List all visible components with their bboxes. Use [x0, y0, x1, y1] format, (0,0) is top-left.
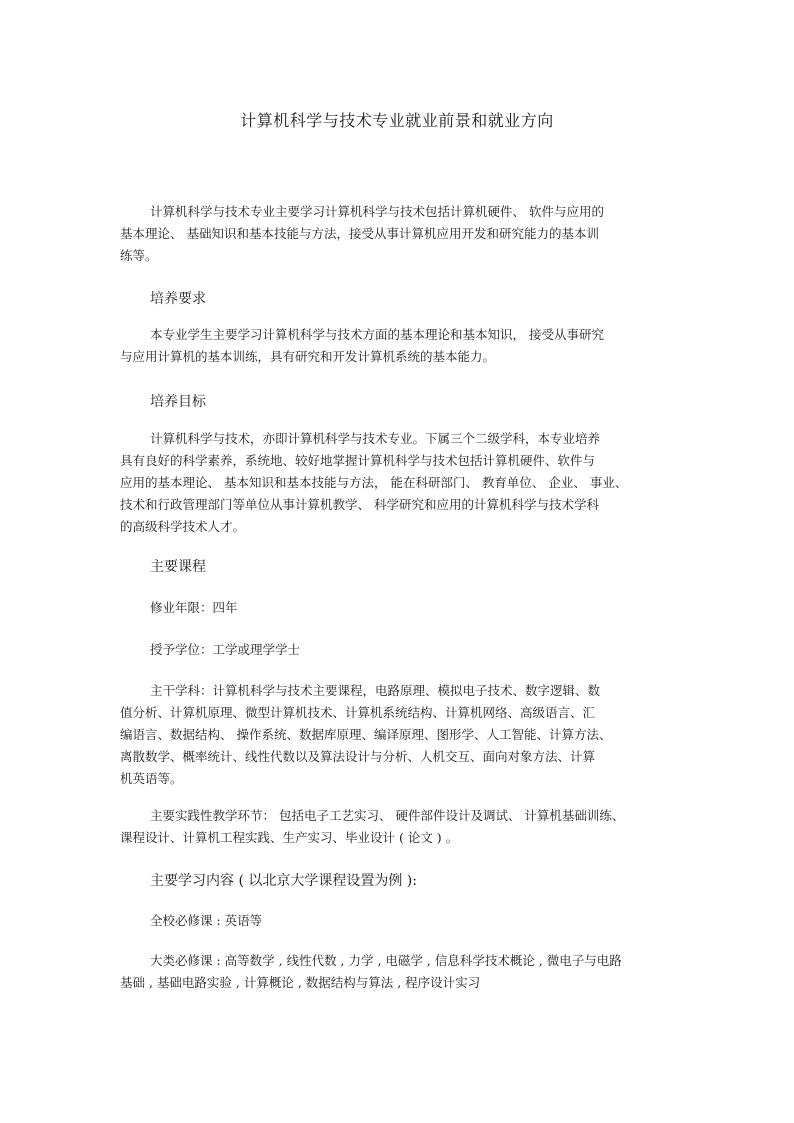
paragraph-line: 离散数学、概率统计、线性代数以及算法设计与分析、人机交互、面向对象方法、计算: [120, 749, 596, 764]
paragraph-line: 主干学科：计算机科学与技术主要课程，电路原理、模拟电子技术、数字逻辑、数: [150, 683, 601, 698]
paragraph-line: 课程设计、计算机工程实践、生产实习、毕业设计 ( 论文 ) 。: [120, 830, 459, 845]
category-required-courses-paragraph: [120, 950, 676, 994]
section-heading-main-courses: 主要课程: [150, 559, 206, 575]
paragraph-line: 具有良好的科学素养，系统地、较好地掌握计算机科学与技术包括计算机硬件、软件与: [120, 453, 596, 468]
duration-text: 修业年限：四年: [150, 600, 238, 615]
paragraph-line: 编语言、数据结构、 操作系统、数据库原理、编译原理、图形学、人工智能、计算方法、: [120, 727, 612, 742]
paragraph-line: 与应用计算机的基本训练，具有研究和开发计算机系统的基本能力。: [120, 349, 496, 364]
paragraph-line: 值分析、计算机原理、微型计算机技术、计算机系统结构、计算机网络、高级语言、汇: [120, 705, 596, 720]
paragraph-line: 基础 , 基础电路实验 , 计算概论 , 数据结构与算法 , 程序设计实习: [120, 975, 481, 990]
paragraph-line: 计算机科学与技术专业主要学习计算机科学与技术包括计算机硬件、 软件与应用的: [150, 204, 604, 219]
main-subjects-paragraph: [120, 680, 676, 790]
paragraph-line: 本专业学生主要学习计算机科学与技术方面的基本理论和基本知识， 接受从事研究: [150, 327, 604, 342]
section-heading-study-content: 主要学习内容 ( 以北京大学课程设置为例 ):: [150, 873, 417, 889]
paragraph-line: 的高级科学技术人才。: [120, 519, 246, 534]
paragraph-line: 机英语等。: [120, 771, 183, 786]
section-heading-training-goals: 培养目标: [150, 394, 206, 410]
intro-paragraph: [120, 201, 676, 267]
document-title: 计算机科学与技术专业就业前景和就业方向: [240, 111, 554, 130]
paragraph-line: 主要实践性教学环节： 包括电子工艺实习、 硬件部件设计及调试、 计算机基础训练、: [150, 808, 625, 823]
paragraph-line: 计算机科学与技术，亦即计算机科学与技术专业。下属三个二级学科，本专业培养: [150, 431, 601, 446]
degree-text: 授予学位：工学或理学学士: [150, 642, 301, 657]
school-required-courses-text: 全校必修课 : 英语等: [150, 913, 263, 928]
paragraph-line: 练等。: [120, 248, 158, 263]
paragraph-line: 应用的基本理论、 基本知识和基本技能与方法， 能在科研部门、 教育单位、 企业、 事业、: [120, 475, 628, 490]
practice-paragraph: [120, 805, 676, 849]
training-requirements-paragraph: [120, 324, 676, 368]
paragraph-line: 技术和行政管理部门等单位从事计算机教学、 科学研究和应用的计算机科学与技术学科: [120, 497, 599, 512]
paragraph-line: 基本理论、 基础知识和基本技能与方法，接受从事计算机应用开发和研究能力的基本训: [120, 226, 599, 241]
training-goals-paragraph: [120, 428, 676, 538]
section-heading-training-requirements: 培养要求: [150, 291, 206, 307]
paragraph-line: 大类必修课 : 高等数学 , 线性代数 , 力学 , 电磁学 , 信息科学技术概论 , 微电子与电路: [150, 953, 622, 968]
